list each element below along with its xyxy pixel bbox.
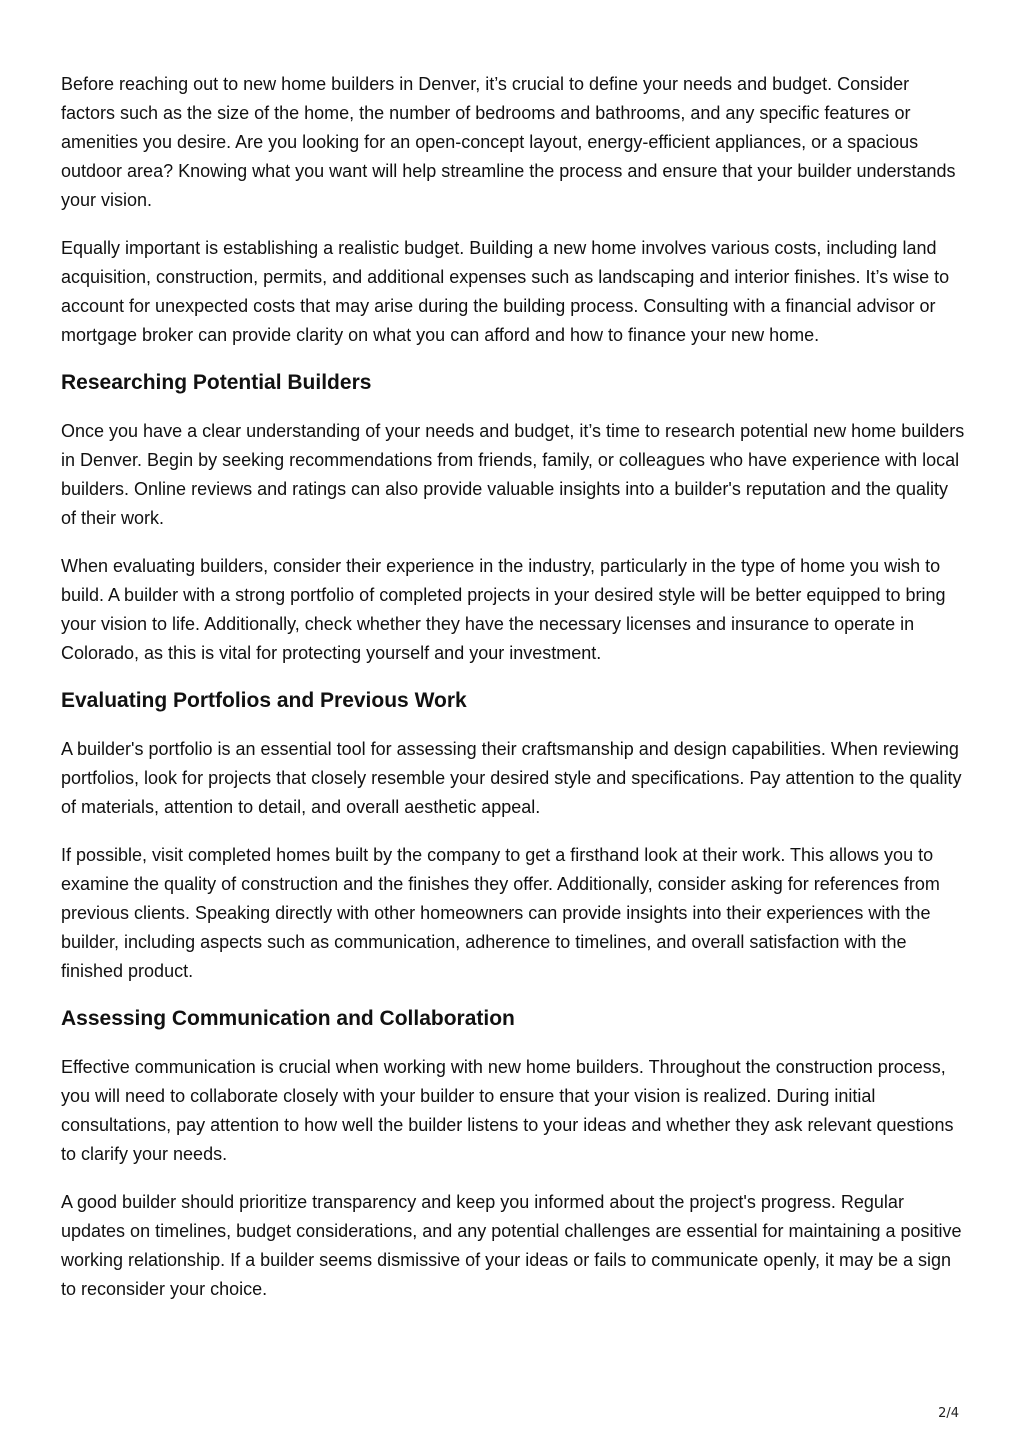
paragraph-portfolio-tool: A builder's portfolio is an essential tool for assessing their craftsmanship and design capabilities. When reviewing portfolios, look for projects that closely resemble your desired style and specifications. Pay attention to the quality of materials, attention to detail, and overall aesthetic appeal.	[61, 739, 962, 817]
heading-portfolios: Evaluating Portfolios and Previous Work	[61, 689, 467, 712]
paragraph-transparency: A good builder should prioritize transparency and keep you informed about the project's progress. Regular updates on timelines, budget considerations, and any potential challenges are essential for maintaining a positive working relationship. If a builder seems dismissive of your ideas or fails to communicate openly, it may be a sign to reconsider your choice.	[61, 1192, 962, 1299]
paragraph-effective-communication: Effective communication is crucial when working with new home builders. Throughout the construction process, you will need to collaborate closely with your builder to ensure that your vision is realized. During initial consultations, pay attention to how well the builder listens to your ideas and whether they ask relevant questions to clarify your needs.	[61, 1057, 954, 1164]
paragraph-needs-budget: Before reaching out to new home builders in Denver, it’s crucial to define your needs and budget. Consider factors such as the size of the home, the number of bedrooms and bathrooms, and any specific features or amenities you desire. Are you looking for an open-concept layout, energy-efficient appliances, or a spacious outdoor area? Knowing what you want will help streamline the process and ensure that your builder understands your vision.	[61, 74, 956, 210]
paragraph-research-builders: Once you have a clear understanding of your needs and budget, it’s time to research potential new home builders in Denver. Begin by seeking recommendations from friends, family, or colleagues who have experience with local builders. Online reviews and ratings can also provide valuable insights into a builder's reputation and the quality of their work.	[61, 421, 965, 528]
document-page	[61, 70, 966, 1323]
paragraph-visit-homes: If possible, visit completed homes built by the company to get a firsthand look at their work. This allows you to examine the quality of construction and the finishes they offer. Additionally, consider asking for references from previous clients. Speaking directly with other homeowners can provide insights into their experiences with the builder, including aspects such as communication, adherence to timelines, and overall satisfaction with the finished product.	[61, 845, 940, 981]
heading-communication: Assessing Communication and Collaboration	[61, 1007, 515, 1030]
paragraph-realistic-budget: Equally important is establishing a realistic budget. Building a new home involves various costs, including land acquisition, construction, permits, and additional expenses such as landscaping and interior finishes. It’s wise to account for unexpected costs that may arise during the building process. Consulting with a financial advisor or mortgage broker can provide clarity on what you can afford and how to finance your new home.	[61, 238, 950, 345]
page-number: 2/4	[938, 1406, 959, 1421]
paragraph-evaluating-builders: When evaluating builders, consider their experience in the industry, particularly in the type of home you wish to build. A builder with a strong portfolio of completed projects in your desired style will be better equipped to bring your vision to life. Additionally, check whether they have the necessary licenses and insurance to operate in Colorado, as this is vital for protecting yourself and your investment.	[61, 556, 946, 663]
heading-researching-builders: Researching Potential Builders	[61, 371, 372, 394]
